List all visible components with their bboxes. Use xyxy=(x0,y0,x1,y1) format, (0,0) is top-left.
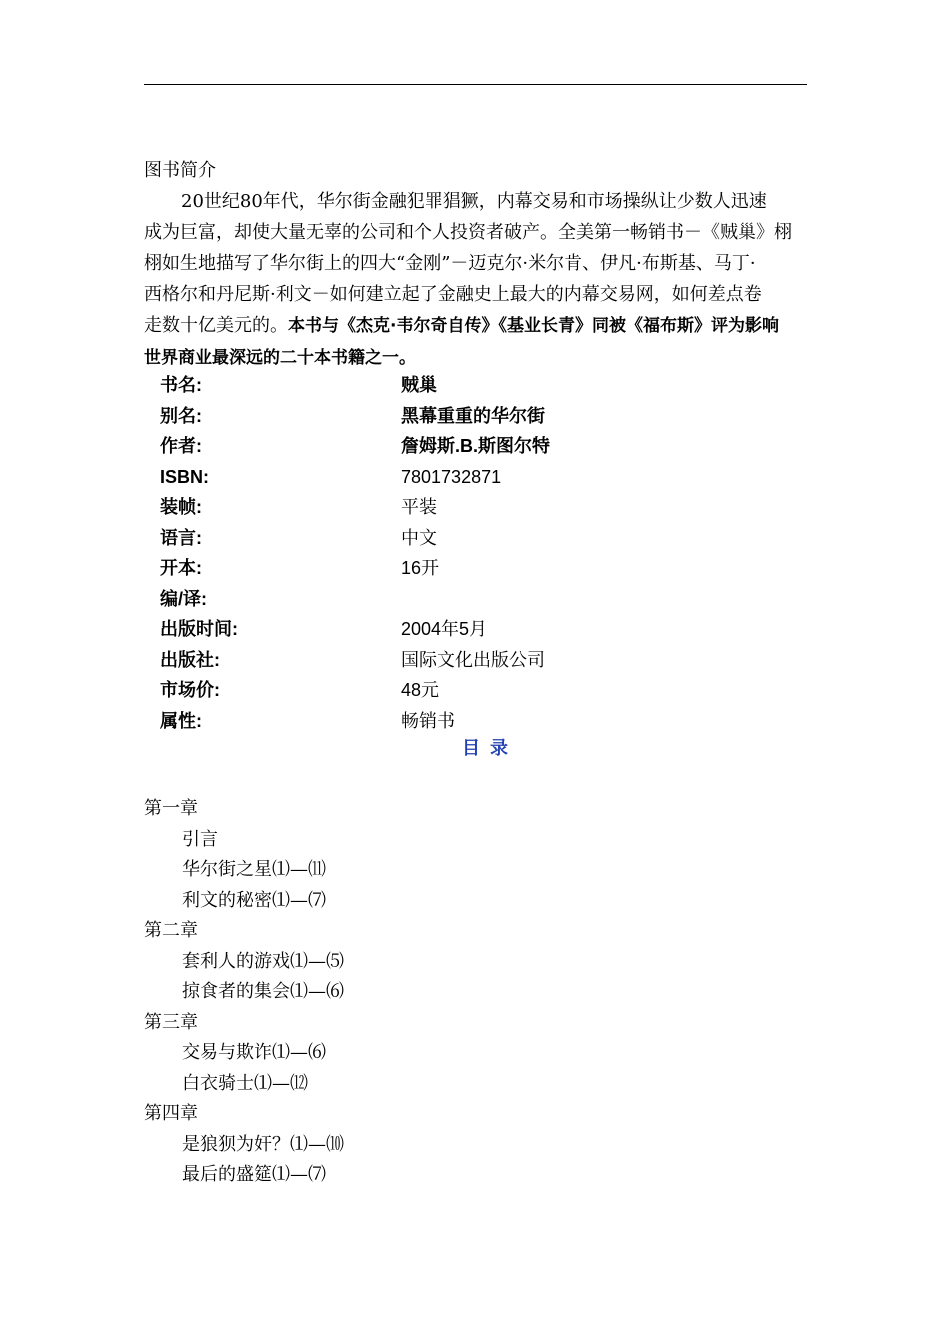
info-row xyxy=(160,553,760,584)
intro-line: 西格尔和丹尼斯·利文－如何建立起了金融史上最大的内幕交易网，如何差点卷 xyxy=(144,284,762,305)
toc-chapter: 第二章 xyxy=(144,920,198,941)
toc-section: 华尔街之星⑴—⑾ xyxy=(182,859,326,880)
header-rule xyxy=(144,84,807,85)
info-row xyxy=(160,706,760,737)
intro-line: 20世纪80年代，华尔街金融犯罪猖獗，内幕交易和市场操纵让少数人迅速 xyxy=(181,191,767,212)
info-row xyxy=(160,584,760,615)
info-label: 作者: xyxy=(160,436,202,456)
info-row xyxy=(160,492,760,523)
intro-line xyxy=(144,310,809,342)
toc-chapter: 第一章 xyxy=(144,798,198,819)
info-value: 2004年5月 xyxy=(401,619,488,639)
intro-line-text: 走数十亿美元的。 xyxy=(144,315,288,336)
info-row xyxy=(160,614,760,645)
book-info-table xyxy=(160,370,760,736)
info-value: 48元 xyxy=(401,680,440,700)
toc-chapter: 第三章 xyxy=(144,1011,198,1033)
info-value: 黑幕重重的华尔街 xyxy=(401,405,545,426)
info-label: 别名: xyxy=(160,405,202,426)
info-row xyxy=(160,401,760,432)
info-row xyxy=(160,370,760,401)
info-value: 中文 xyxy=(401,527,437,548)
info-label: 开本: xyxy=(160,558,202,578)
info-label: 装帧: xyxy=(160,497,202,517)
toc-section: 利文的秘密⑴—⑺ xyxy=(182,889,326,911)
info-row xyxy=(160,675,760,706)
toc-section: 掠食者的集会⑴—⑹ xyxy=(182,981,344,1002)
info-row xyxy=(160,431,760,462)
info-label: ISBN: xyxy=(160,466,209,487)
info-row xyxy=(160,645,760,676)
info-value: 国际文化出版公司 xyxy=(401,649,545,670)
info-value: 畅销书 xyxy=(401,710,455,731)
table-of-contents xyxy=(144,794,744,1191)
intro-line: 成为巨富，却使大量无辜的公司和个人投资者破产。全美第一畅销书－《贼巢》栩 xyxy=(144,222,792,243)
info-value: 詹姆斯.B.斯图尔特 xyxy=(401,436,551,456)
intro-paragraph xyxy=(144,186,809,374)
intro-bold-text: 世界商业最深远的二十本书籍之一。 xyxy=(144,348,416,368)
info-value: 平装 xyxy=(401,497,437,517)
info-label: 编/译: xyxy=(160,588,207,609)
toc-title: 目录 xyxy=(462,738,518,759)
info-value: 贼巢 xyxy=(401,375,437,395)
info-label: 语言: xyxy=(160,527,202,548)
info-row xyxy=(160,523,760,554)
info-row xyxy=(160,462,760,493)
info-label: 出版时间: xyxy=(160,619,238,639)
intro-line: 栩如生地描写了华尔街上的四大“金刚”－迈克尔·米尔肯、伊凡·布斯基、马丁· xyxy=(144,253,756,274)
info-value: 7801732871 xyxy=(401,466,502,487)
toc-chapter: 第四章 xyxy=(144,1103,198,1124)
toc-section: 交易与欺诈⑴—⑹ xyxy=(182,1042,326,1063)
toc-section: 套利人的游戏⑴—⑸ xyxy=(182,950,344,972)
info-value: 16开 xyxy=(401,558,440,578)
info-label: 市场价: xyxy=(160,680,220,700)
intro-bold-text: 本书与《杰克·韦尔奇自传》《基业长青》同被《福布斯》评为影响 xyxy=(288,316,779,336)
intro-heading: 图书简介 xyxy=(144,160,216,181)
info-label: 书名: xyxy=(160,375,202,395)
toc-section: 是狼狈为奸？⑴—⑽ xyxy=(182,1133,344,1155)
toc-section: 引言 xyxy=(182,828,218,850)
info-label: 出版社: xyxy=(160,649,220,670)
toc-section: 白衣骑士⑴—⑿ xyxy=(182,1072,308,1094)
toc-section: 最后的盛筵⑴—⑺ xyxy=(182,1164,326,1185)
info-label: 属性: xyxy=(160,710,202,731)
